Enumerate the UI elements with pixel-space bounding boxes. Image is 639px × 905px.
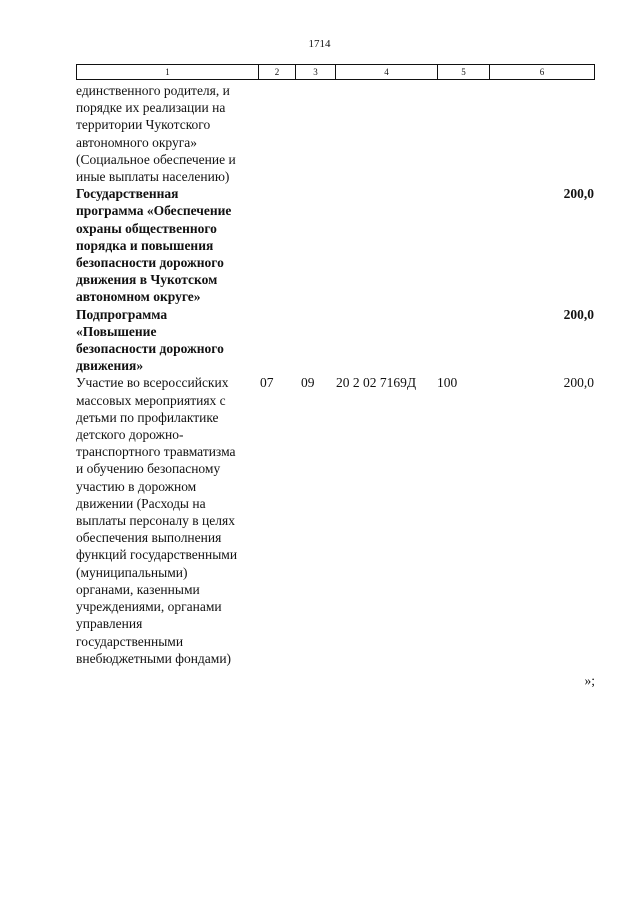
row-section bbox=[258, 82, 295, 185]
row-amount bbox=[489, 82, 594, 185]
table-row bbox=[76, 306, 594, 375]
header-col-2: 2 bbox=[259, 65, 296, 80]
closing-quote: »; bbox=[584, 673, 595, 688]
table-row bbox=[76, 185, 594, 305]
row-section bbox=[258, 306, 295, 375]
row-expense-type bbox=[437, 82, 489, 185]
row-description: единственного родителя, и порядке их реализации на территории Чукотского автономного округа» (Социальное обеспечение и иные выплаты населению) bbox=[76, 83, 236, 185]
header-col-6: 6 bbox=[490, 65, 595, 80]
row-description: Подпрограмма «Повышение безопасности дорожного движения» bbox=[76, 306, 224, 374]
row-expense-type: 100 bbox=[437, 375, 458, 391]
row-target-code: 20 2 02 7169Д bbox=[336, 375, 417, 391]
page-number: 1714 bbox=[308, 38, 331, 50]
header-col-1: 1 bbox=[77, 65, 259, 80]
header-col-4: 4 bbox=[336, 65, 438, 80]
row-amount: 200,0 bbox=[563, 186, 594, 202]
row-amount: 200,0 bbox=[563, 375, 594, 391]
row-expense-type bbox=[437, 185, 489, 305]
row-subsection bbox=[295, 306, 335, 375]
row-description: Участие во всероссийских массовых мероприятиях с детьми по профилактике детского дорожно- транспортного травматизма и обучению безопасному участию в дорожном движении (Расходы на выплаты персоналу в целях обеспечения выполнения функций государственными (муниципальными) органами, казенными учреждениями, органами управления государственными внебюджетными фондами) bbox=[76, 375, 238, 666]
row-subsection: 09 bbox=[301, 375, 315, 391]
row-expense-type bbox=[437, 306, 489, 375]
row-target-code bbox=[335, 306, 437, 375]
header-col-5: 5 bbox=[438, 65, 490, 80]
header-col-3: 3 bbox=[296, 65, 336, 80]
table-row bbox=[76, 82, 594, 185]
row-target-code bbox=[335, 185, 437, 305]
table-body bbox=[76, 82, 594, 667]
row-section bbox=[258, 185, 295, 305]
table-header bbox=[76, 64, 595, 80]
row-description: Государственная программа «Обеспечение охраны общественного порядка и повышения безопасности дорожного движения в Чукотском автономном округе» bbox=[76, 186, 232, 305]
row-target-code bbox=[335, 82, 437, 185]
row-subsection bbox=[295, 82, 335, 185]
row-amount: 200,0 bbox=[563, 306, 594, 322]
row-section: 07 bbox=[260, 375, 274, 391]
table-row bbox=[76, 374, 594, 666]
row-subsection bbox=[295, 185, 335, 305]
